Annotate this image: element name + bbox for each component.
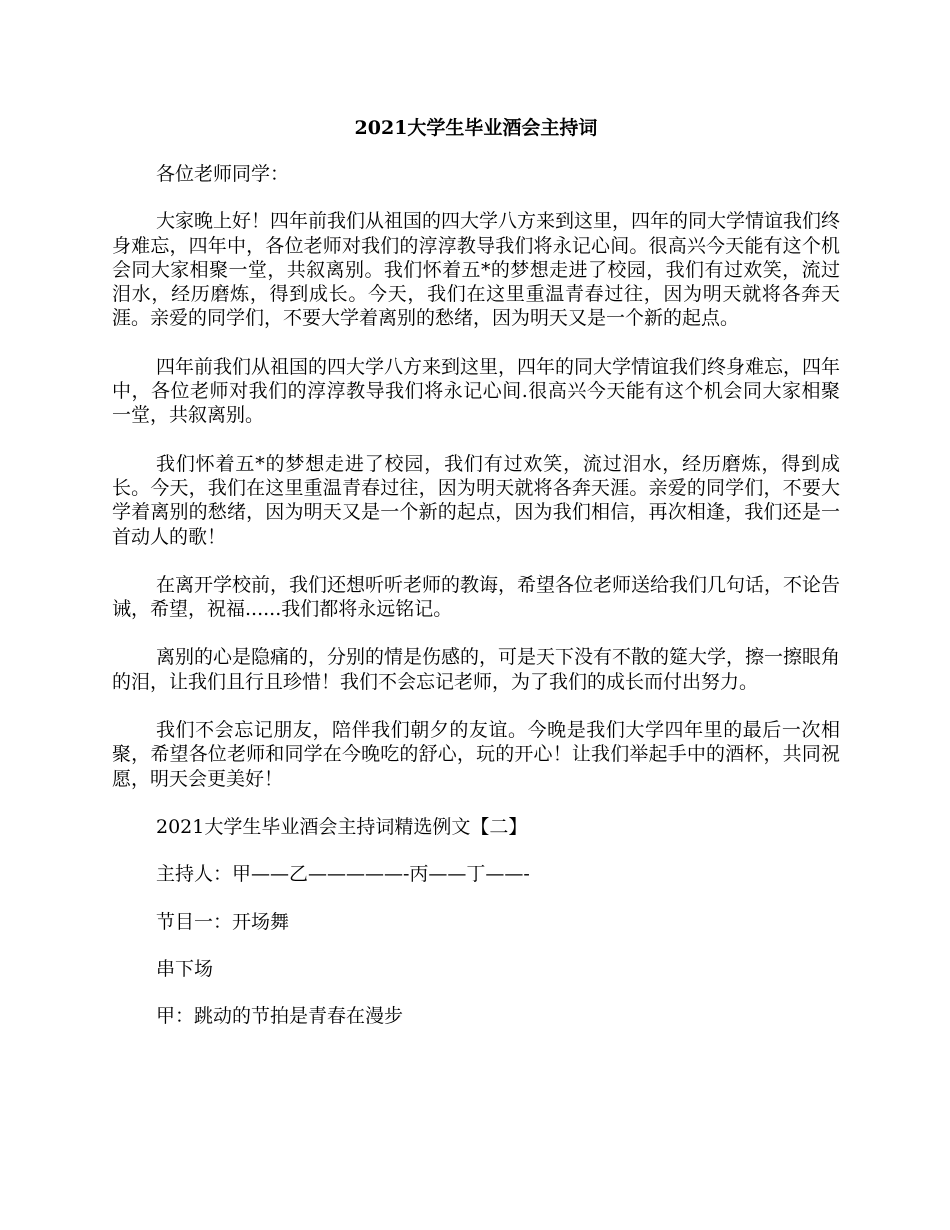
- section-heading: 2021大学生毕业酒会主持词精选例文【二】: [156, 815, 528, 838]
- body-paragraph: 在离开学校前，我们还想听听老师的教诲，希望各位老师送给我们几句话，不论告诫，希望，祝福......我们都将永远铭记。: [112, 573, 841, 621]
- body-paragraph: 大家晚上好！四年前我们从祖国的四大学八方来到这里，四年的同大学情谊我们终身难忘，四年中，各位老师对我们的淳淳教导我们将永记心间。很高兴今天能有这个机会同大家相聚一堂，共叙离别。我们怀着五*的梦想走进了校园，我们有过欢笑，流过泪水，经历磨炼，得到成长。今天，我们在这里重温青春过往，因为明天就将各奔天涯。亲爱的同学们，不要大学着离别的愁绪，因为明天又是一个新的起点。: [112, 210, 841, 330]
- body-paragraph: 离别的心是隐痛的，分别的情是伤感的，可是天下没有不散的筵大学，擦一擦眼角的泪，让我们且行且珍惜！我们不会忘记老师，为了我们的成长而付出努力。: [112, 646, 841, 693]
- document-title: 2021大学生毕业酒会主持词: [354, 117, 598, 139]
- host-line: 主持人：甲——乙—————-丙——丁——-: [156, 863, 530, 886]
- dialogue-line: 甲：跳动的节拍是青春在漫步: [156, 1005, 404, 1028]
- body-paragraph: 我们怀着五*的梦想走进了校园，我们有过欢笑，流过泪水，经历磨炼，得到成长。今天，我们在这里重温青春过往，因为明天就将各奔天涯。亲爱的同学们，不要大学着离别的愁绪，因为明天又是一个新的起点，因为我们相信，再次相逢，我们还是一首动人的歌！: [112, 452, 840, 548]
- transition-line: 串下场: [156, 957, 214, 980]
- body-paragraph: 四年前我们从祖国的四大学八方来到这里，四年的同大学情谊我们终身难忘，四年中，各位老师对我们的淳淳教导我们将永记心间.很高兴今天能有这个机会同大家相聚一堂，共叙离别。: [112, 355, 841, 427]
- greeting-paragraph: 各位老师同学：: [156, 163, 290, 185]
- body-paragraph: 我们不会忘记朋友，陪伴我们朝夕的友谊。今晚是我们大学四年里的最后一次相聚，希望各位老师和同学在今晚吃的舒心，玩的开心！让我们举起手中的酒杯，共同祝愿，明天会更美好！: [112, 719, 840, 790]
- program-line: 节目一：开场舞: [156, 910, 290, 933]
- document-page: [112, 114, 840, 1051]
